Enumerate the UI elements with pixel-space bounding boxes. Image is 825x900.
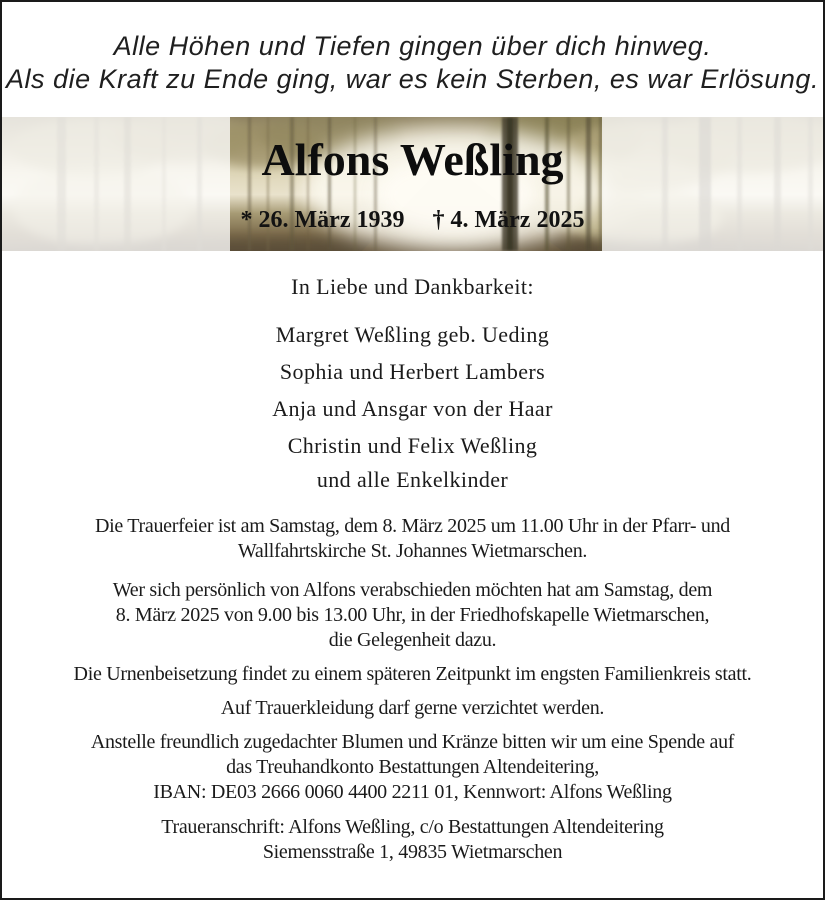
mourner-name: Margret Weßling geb. Ueding	[275, 322, 550, 347]
mourners-list	[0, 316, 825, 495]
donations-paragraph	[0, 730, 825, 805]
urn-burial-paragraph	[0, 662, 825, 687]
deceased-name: Alfons Weßling	[261, 134, 564, 185]
text-line: Traueranschrift: Alfons Weßling, c/o Bestattungen Altendeitering	[161, 816, 664, 838]
text-line: Wallfahrtskirche St. Johannes Wietmarschen.	[237, 540, 588, 562]
mourner-name: und alle Enkelkinder	[316, 467, 509, 492]
text-line: Auf Trauerkleidung darf gerne verzichtet werden.	[220, 697, 605, 719]
text-line: Siemensstraße 1, 49835 Wietmarschen	[262, 841, 563, 863]
text-line: die Gelegenheit dazu.	[328, 629, 497, 651]
epigraph-line: Alle Höhen und Tiefen gingen über dich hinweg.	[113, 31, 712, 61]
mourner-name: Sophia und Herbert Lambers	[279, 359, 546, 384]
text-line: IBAN: DE03 2666 0060 4400 2211 01, Kennwort: Alfons Weßling	[153, 781, 672, 803]
condolence-address-paragraph	[0, 815, 825, 865]
mourner-name: Anja und Ansgar von der Haar	[272, 396, 553, 421]
epigraph-quote	[0, 30, 825, 96]
funeral-service-paragraph	[0, 514, 825, 564]
text-line: 8. März 2025 von 9.00 bis 13.00 Uhr, in der Friedhofskapelle Wietmarschen,	[115, 604, 710, 626]
text-line: Anstelle freundlich zugedachter Blumen und Kränze bitten wir um eine Spende auf	[90, 731, 735, 753]
mourning-dress-paragraph	[0, 696, 825, 721]
text-line: Die Trauerfeier ist am Samstag, dem 8. März 2025 um 11.00 Uhr in der Pfarr- und	[94, 515, 731, 537]
text-line: Die Urnenbeisetzung findet zu einem späteren Zeitpunkt im engsten Familienkreis statt.	[73, 663, 752, 685]
epigraph-line: Als die Kraft zu Ende ging, war es kein Sterben, es war Erlösung.	[6, 64, 819, 94]
birth-date: * 26. März 1939	[240, 207, 405, 233]
death-date: † 4. März 2025	[432, 207, 585, 233]
mourner-name: Christin und Felix Weßling	[287, 433, 538, 458]
family-intro: In Liebe und Dankbarkeit:	[291, 274, 534, 299]
farewell-paragraph	[0, 578, 825, 653]
text-line: Wer sich persönlich von Alfons verabschieden möchten hat am Samstag, dem	[112, 579, 713, 601]
life-dates	[2, 205, 823, 235]
text-line: das Treuhandkonto Bestattungen Altendeitering,	[226, 756, 599, 778]
